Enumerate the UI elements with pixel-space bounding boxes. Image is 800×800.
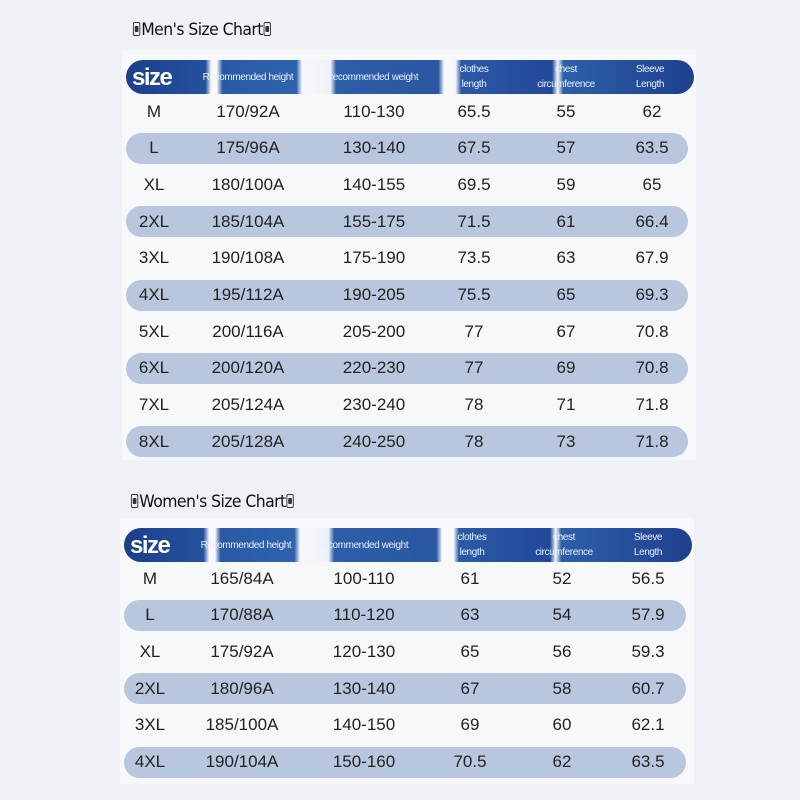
sleeve-cell: 66.4 [635,211,669,231]
sleeve-cell: 60.7 [631,678,665,698]
height-cell: 175/92A [210,641,274,661]
sleeve-cell: 62.1 [631,715,665,735]
weight-cell: 130-140 [332,678,396,698]
size-cell: 4XL [134,752,166,771]
clothes-length-cell: 75.5 [457,285,491,304]
clothes-length-cell: 69.5 [457,174,491,194]
height-cell: 190/104A [205,752,279,771]
clothes-length-cell: 78 [464,431,484,451]
clothes-length-cell: 65 [460,641,480,661]
header-chest-line2: circumference [537,79,595,90]
size-cell: 3XL [138,248,170,268]
men-chart-title-text: Men's Size Chart [141,20,263,40]
size-cell: M [146,101,162,121]
sleeve-cell: 70.8 [635,321,669,341]
clothes-length-cell: 77 [464,358,484,378]
table-row [124,710,686,741]
size-cell: 4XL [138,285,170,304]
weight-cell: 120-130 [332,641,396,661]
height-cell: 170/92A [216,101,280,121]
weight-cell: 110-130 [343,101,405,121]
chest-cell: 52 [552,568,572,588]
header-height: Recommended height [200,539,292,551]
size-cell: 6XL [138,358,170,378]
table-row [126,96,688,127]
header-clothes-length-line2: length [461,79,487,90]
chest-cell: 55 [556,101,576,121]
table-row [124,636,686,667]
header-clothes-length-line2: length [459,547,485,558]
header-clothes-length-line1: clothes [459,64,489,75]
weight-cell: 220-230 [342,358,406,378]
weight-cell: 230-240 [342,395,406,415]
size-cell: L [149,138,159,158]
men-chart-title [132,20,272,40]
table-row [126,280,688,311]
chest-cell: 58 [552,678,572,698]
header-size: size [132,63,172,91]
sleeve-cell: 57.9 [631,605,665,625]
clothes-length-cell: 71.5 [457,211,491,231]
weight-cell: 175-190 [342,248,406,268]
header-chest-line2: circumference [535,547,593,558]
chest-cell: 67 [556,321,576,341]
men-table-header [126,60,694,94]
clothes-length-cell: 65.5 [457,101,491,121]
weight-cell: 140-155 [342,174,406,194]
sleeve-cell: 67.9 [635,248,669,268]
chest-cell: 57 [556,138,576,158]
clothes-length-cell: 70.5 [453,752,487,771]
header-height: Recommended height [202,71,294,83]
sleeve-cell: 62 [642,101,662,121]
height-cell: 170/88A [210,605,274,625]
clothes-length-cell: 78 [464,395,484,415]
header-sleeve-line2: Length [633,547,663,558]
size-cell: 2XL [138,211,170,231]
clothes-length-cell: 67.5 [457,138,491,158]
height-cell: 200/120A [211,358,285,378]
clothes-length-cell: 63 [460,605,480,625]
table-row [124,673,686,704]
chest-cell: 62 [552,752,572,771]
sleeve-cell: 63.5 [631,752,665,771]
size-cell: 2XL [134,678,166,698]
chest-cell: 60 [552,715,572,735]
size-cell: M [142,568,158,588]
header-weight: recommended weight [329,71,419,83]
bracket-open-icon [131,494,138,508]
weight-cell: 205-200 [342,321,406,341]
clothes-length-cell: 67 [460,678,480,698]
header-chest-line1: chest [555,64,577,75]
bracket-open-icon [133,22,140,36]
height-cell: 180/96A [210,678,274,698]
chest-cell: 63 [556,248,576,268]
clothes-length-cell: 61 [460,568,480,588]
header-sleeve [598,528,692,562]
table-row [126,390,688,421]
weight-cell: 100-110 [333,568,395,588]
size-cell: 5XL [138,321,170,341]
header-clothes-length [424,528,520,562]
header-sleeve-line1: Sleeve [635,64,665,75]
height-cell: 205/124A [211,395,285,415]
height-cell: 195/112A [212,285,284,304]
sleeve-cell: 59.3 [631,641,665,661]
height-cell: 190/108A [211,248,285,268]
clothes-length-cell: 77 [464,321,484,341]
sleeve-cell: 56.5 [631,568,665,588]
size-cell: 3XL [134,715,166,735]
size-cell: XL [139,641,161,661]
header-sleeve-line1: Sleeve [633,532,663,543]
sleeve-cell: 71.8 [635,395,669,415]
size-cell: L [145,605,155,625]
sleeve-cell: 69.3 [635,285,669,304]
header-sleeve-line2: Length [635,79,665,90]
chest-cell: 59 [556,174,576,194]
table-row [126,206,688,237]
weight-cell: 155-175 [342,211,406,231]
weight-cell: 110-120 [333,605,395,625]
women-table-header [124,528,692,562]
chest-cell: 73 [556,431,576,451]
table-row [126,353,688,384]
women-chart-title [130,492,295,512]
weight-cell: 130-140 [342,138,406,158]
table-row [124,563,686,594]
header-chest-line1: chest [553,532,575,543]
table-row [126,426,688,457]
height-cell: 175/96A [216,138,280,158]
women-chart-title-text: Women's Size Chart [139,492,286,512]
height-cell: 205/128A [211,431,285,451]
table-row [126,243,688,274]
header-sleeve [600,60,694,94]
chest-cell: 56 [552,641,572,661]
chest-cell: 61 [556,211,576,231]
header-weight: recommended weight [319,539,409,551]
sleeve-cell: 63.5 [635,138,669,158]
chest-cell: 69 [556,358,576,378]
bracket-close-icon [264,22,271,36]
header-clothes-length [426,60,522,94]
height-cell: 180/100A [211,174,285,194]
table-row [124,747,686,778]
height-cell: 185/100A [205,715,279,735]
weight-cell: 240-250 [342,431,406,451]
weight-cell: 150-160 [332,752,396,771]
bracket-close-icon [287,494,294,508]
table-row [124,600,686,631]
weight-cell: 140-150 [332,715,396,735]
weight-cell: 190-205 [342,285,406,304]
size-cell: XL [143,174,165,194]
header-size: size [130,531,170,559]
chest-cell: 71 [556,395,576,415]
height-cell: 200/116A [212,321,284,341]
table-row [126,316,688,347]
clothes-length-cell: 73.5 [457,248,491,268]
clothes-length-cell: 69 [460,715,480,735]
size-cell: 7XL [138,395,170,415]
chest-cell: 65 [556,285,576,304]
height-cell: 185/104A [211,211,285,231]
table-row [126,169,688,200]
height-cell: 165/84A [210,568,274,588]
table-row [126,133,688,164]
sleeve-cell: 70.8 [635,358,669,378]
header-clothes-length-line1: clothes [457,532,487,543]
chest-cell: 54 [552,605,572,625]
sleeve-cell: 71.8 [635,431,669,451]
sleeve-cell: 65 [642,174,662,194]
size-cell: 8XL [138,431,170,451]
